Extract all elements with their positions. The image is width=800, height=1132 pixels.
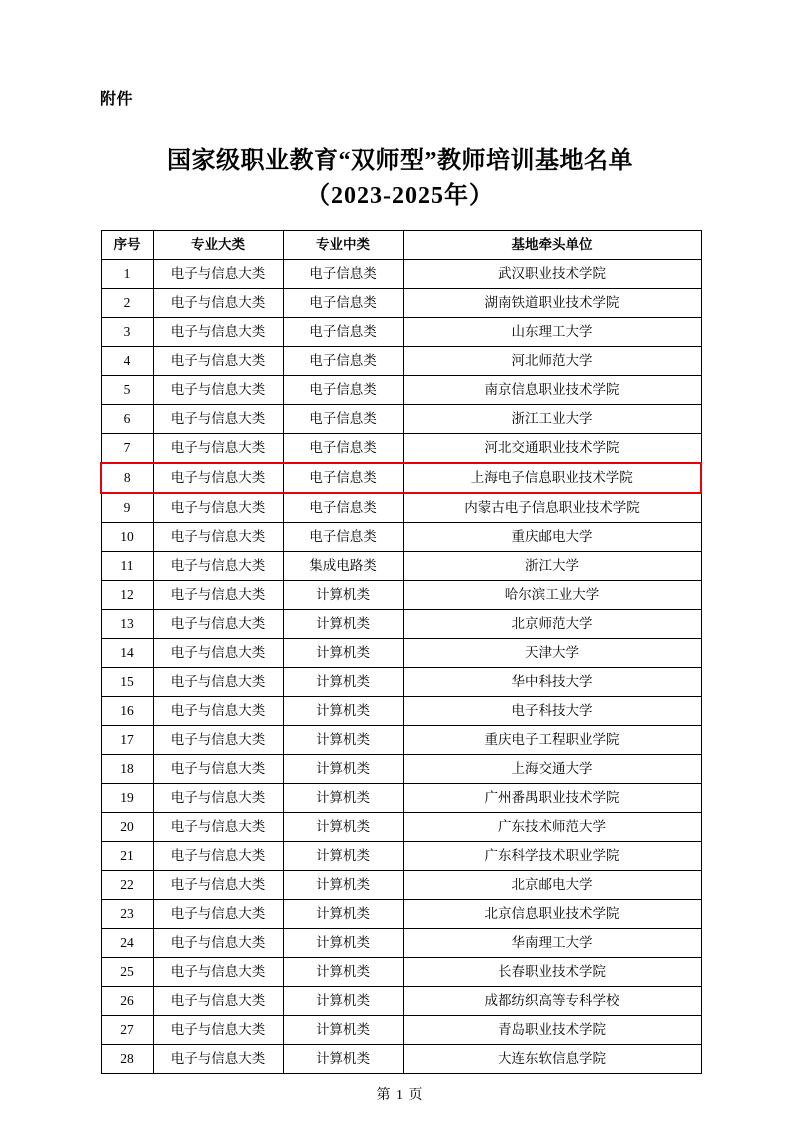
cell-sub-category: 计算机类 — [283, 754, 403, 783]
cell-index: 17 — [101, 725, 153, 754]
cell-major-category: 电子与信息大类 — [153, 899, 283, 928]
cell-major-category: 电子与信息大类 — [153, 754, 283, 783]
cell-lead-unit: 河北师范大学 — [403, 346, 701, 375]
table-row — [101, 463, 701, 493]
cell-sub-category: 电子信息类 — [283, 493, 403, 523]
cell-major-category: 电子与信息大类 — [153, 317, 283, 346]
cell-lead-unit: 北京师范大学 — [403, 609, 701, 638]
cell-sub-category: 集成电路类 — [283, 551, 403, 580]
cell-sub-category: 电子信息类 — [283, 317, 403, 346]
cell-sub-category: 计算机类 — [283, 725, 403, 754]
cell-major-category: 电子与信息大类 — [153, 638, 283, 667]
cell-major-category: 电子与信息大类 — [153, 375, 283, 404]
cell-sub-category: 电子信息类 — [283, 375, 403, 404]
table-row — [101, 493, 701, 523]
table-row — [101, 899, 701, 928]
cell-lead-unit: 长春职业技术学院 — [403, 957, 701, 986]
cell-lead-unit: 哈尔滨工业大学 — [403, 580, 701, 609]
cell-index: 15 — [101, 667, 153, 696]
table-row — [101, 696, 701, 725]
table-row — [101, 580, 701, 609]
column-header-major-category: 专业大类 — [153, 230, 283, 259]
cell-major-category: 电子与信息大类 — [153, 493, 283, 523]
table-row — [101, 667, 701, 696]
cell-sub-category: 计算机类 — [283, 609, 403, 638]
cell-sub-category: 电子信息类 — [283, 404, 403, 433]
table-row — [101, 957, 701, 986]
cell-lead-unit: 大连东软信息学院 — [403, 1044, 701, 1073]
table-row — [101, 404, 701, 433]
cell-major-category: 电子与信息大类 — [153, 870, 283, 899]
cell-index: 28 — [101, 1044, 153, 1073]
cell-lead-unit: 浙江大学 — [403, 551, 701, 580]
cell-lead-unit: 上海交通大学 — [403, 754, 701, 783]
cell-lead-unit: 华中科技大学 — [403, 667, 701, 696]
cell-major-category: 电子与信息大类 — [153, 551, 283, 580]
cell-index: 18 — [101, 754, 153, 783]
cell-index: 27 — [101, 1015, 153, 1044]
page-footer: 第 1 页 — [376, 1088, 424, 1103]
cell-sub-category: 计算机类 — [283, 986, 403, 1015]
cell-lead-unit: 华南理工大学 — [403, 928, 701, 957]
cell-index: 12 — [101, 580, 153, 609]
table-row — [101, 783, 701, 812]
cell-sub-category: 计算机类 — [283, 841, 403, 870]
cell-sub-category: 计算机类 — [283, 870, 403, 899]
cell-lead-unit: 重庆邮电大学 — [403, 522, 701, 551]
cell-sub-category: 电子信息类 — [283, 433, 403, 463]
cell-sub-category: 计算机类 — [283, 1015, 403, 1044]
cell-lead-unit: 广州番禺职业技术学院 — [403, 783, 701, 812]
table-row — [101, 812, 701, 841]
cell-sub-category: 电子信息类 — [283, 288, 403, 317]
cell-index: 19 — [101, 783, 153, 812]
cell-major-category: 电子与信息大类 — [153, 986, 283, 1015]
cell-major-category: 电子与信息大类 — [153, 609, 283, 638]
cell-sub-category: 计算机类 — [283, 812, 403, 841]
table-row — [101, 841, 701, 870]
cell-major-category: 电子与信息大类 — [153, 696, 283, 725]
cell-index: 24 — [101, 928, 153, 957]
cell-index: 23 — [101, 899, 153, 928]
cell-sub-category: 计算机类 — [283, 696, 403, 725]
cell-major-category: 电子与信息大类 — [153, 522, 283, 551]
cell-sub-category: 电子信息类 — [283, 463, 403, 493]
cell-sub-category: 计算机类 — [283, 899, 403, 928]
cell-major-category: 电子与信息大类 — [153, 404, 283, 433]
cell-lead-unit: 天津大学 — [403, 638, 701, 667]
cell-index: 8 — [101, 463, 153, 493]
table-row — [101, 870, 701, 899]
cell-sub-category: 计算机类 — [283, 580, 403, 609]
table-row — [101, 609, 701, 638]
cell-major-category: 电子与信息大类 — [153, 346, 283, 375]
cell-major-category: 电子与信息大类 — [153, 1015, 283, 1044]
cell-index: 2 — [101, 288, 153, 317]
table-row — [101, 288, 701, 317]
cell-lead-unit: 山东理工大学 — [403, 317, 701, 346]
cell-index: 16 — [101, 696, 153, 725]
table-row — [101, 928, 701, 957]
cell-index: 4 — [101, 346, 153, 375]
cell-major-category: 电子与信息大类 — [153, 259, 283, 288]
table-row — [101, 725, 701, 754]
cell-major-category: 电子与信息大类 — [153, 812, 283, 841]
cell-index: 11 — [101, 551, 153, 580]
table-row — [101, 638, 701, 667]
cell-index: 13 — [101, 609, 153, 638]
cell-index: 7 — [101, 433, 153, 463]
cell-major-category: 电子与信息大类 — [153, 1044, 283, 1073]
cell-lead-unit: 武汉职业技术学院 — [403, 259, 701, 288]
cell-lead-unit: 上海电子信息职业技术学院 — [403, 463, 701, 493]
cell-sub-category: 计算机类 — [283, 928, 403, 957]
cell-lead-unit: 南京信息职业技术学院 — [403, 375, 701, 404]
table-row — [101, 551, 701, 580]
cell-lead-unit: 重庆电子工程职业学院 — [403, 725, 701, 754]
cell-sub-category: 计算机类 — [283, 1044, 403, 1073]
cell-lead-unit: 浙江工业大学 — [403, 404, 701, 433]
cell-sub-category: 计算机类 — [283, 957, 403, 986]
cell-index: 22 — [101, 870, 153, 899]
cell-lead-unit: 电子科技大学 — [403, 696, 701, 725]
column-header-index: 序号 — [101, 230, 153, 259]
cell-sub-category: 电子信息类 — [283, 346, 403, 375]
page-title — [100, 144, 700, 214]
table-row — [101, 433, 701, 463]
cell-lead-unit: 广东科学技术职业学院 — [403, 841, 701, 870]
table-row — [101, 375, 701, 404]
attachment-label: 附件 — [100, 91, 134, 108]
cell-major-category: 电子与信息大类 — [153, 433, 283, 463]
cell-index: 9 — [101, 493, 153, 523]
cell-major-category: 电子与信息大类 — [153, 667, 283, 696]
cell-major-category: 电子与信息大类 — [153, 841, 283, 870]
cell-index: 14 — [101, 638, 153, 667]
cell-sub-category: 计算机类 — [283, 667, 403, 696]
table-row — [101, 259, 701, 288]
cell-sub-category: 电子信息类 — [283, 259, 403, 288]
cell-index: 3 — [101, 317, 153, 346]
cell-index: 10 — [101, 522, 153, 551]
table-row — [101, 317, 701, 346]
cell-lead-unit: 内蒙古电子信息职业技术学院 — [403, 493, 701, 523]
cell-major-category: 电子与信息大类 — [153, 928, 283, 957]
cell-major-category: 电子与信息大类 — [153, 463, 283, 493]
table-row — [101, 346, 701, 375]
cell-sub-category: 计算机类 — [283, 783, 403, 812]
column-header-lead-unit: 基地牵头单位 — [403, 230, 701, 259]
training-base-table — [100, 230, 702, 1074]
table-row — [101, 754, 701, 783]
column-header-sub-category: 专业中类 — [283, 230, 403, 259]
table-row — [101, 986, 701, 1015]
table-header-row — [101, 230, 701, 259]
cell-index: 21 — [101, 841, 153, 870]
cell-sub-category: 计算机类 — [283, 638, 403, 667]
cell-lead-unit: 北京邮电大学 — [403, 870, 701, 899]
cell-sub-category: 电子信息类 — [283, 522, 403, 551]
table-row — [101, 522, 701, 551]
cell-index: 20 — [101, 812, 153, 841]
cell-index: 1 — [101, 259, 153, 288]
table-row — [101, 1044, 701, 1073]
cell-major-category: 电子与信息大类 — [153, 580, 283, 609]
cell-index: 26 — [101, 986, 153, 1015]
cell-index: 25 — [101, 957, 153, 986]
cell-lead-unit: 成都纺织高等专科学校 — [403, 986, 701, 1015]
cell-lead-unit: 青岛职业技术学院 — [403, 1015, 701, 1044]
cell-major-category: 电子与信息大类 — [153, 288, 283, 317]
cell-index: 5 — [101, 375, 153, 404]
page-title-line-1: 国家级职业教育“双师型”教师培训基地名单 — [167, 148, 633, 174]
cell-lead-unit: 湖南铁道职业技术学院 — [403, 288, 701, 317]
cell-lead-unit: 广东技术师范大学 — [403, 812, 701, 841]
cell-major-category: 电子与信息大类 — [153, 957, 283, 986]
page-title-line-2: （2023-2025年） — [306, 182, 494, 209]
cell-lead-unit: 北京信息职业技术学院 — [403, 899, 701, 928]
cell-lead-unit: 河北交通职业技术学院 — [403, 433, 701, 463]
cell-index: 6 — [101, 404, 153, 433]
table-row — [101, 1015, 701, 1044]
cell-major-category: 电子与信息大类 — [153, 725, 283, 754]
cell-major-category: 电子与信息大类 — [153, 783, 283, 812]
